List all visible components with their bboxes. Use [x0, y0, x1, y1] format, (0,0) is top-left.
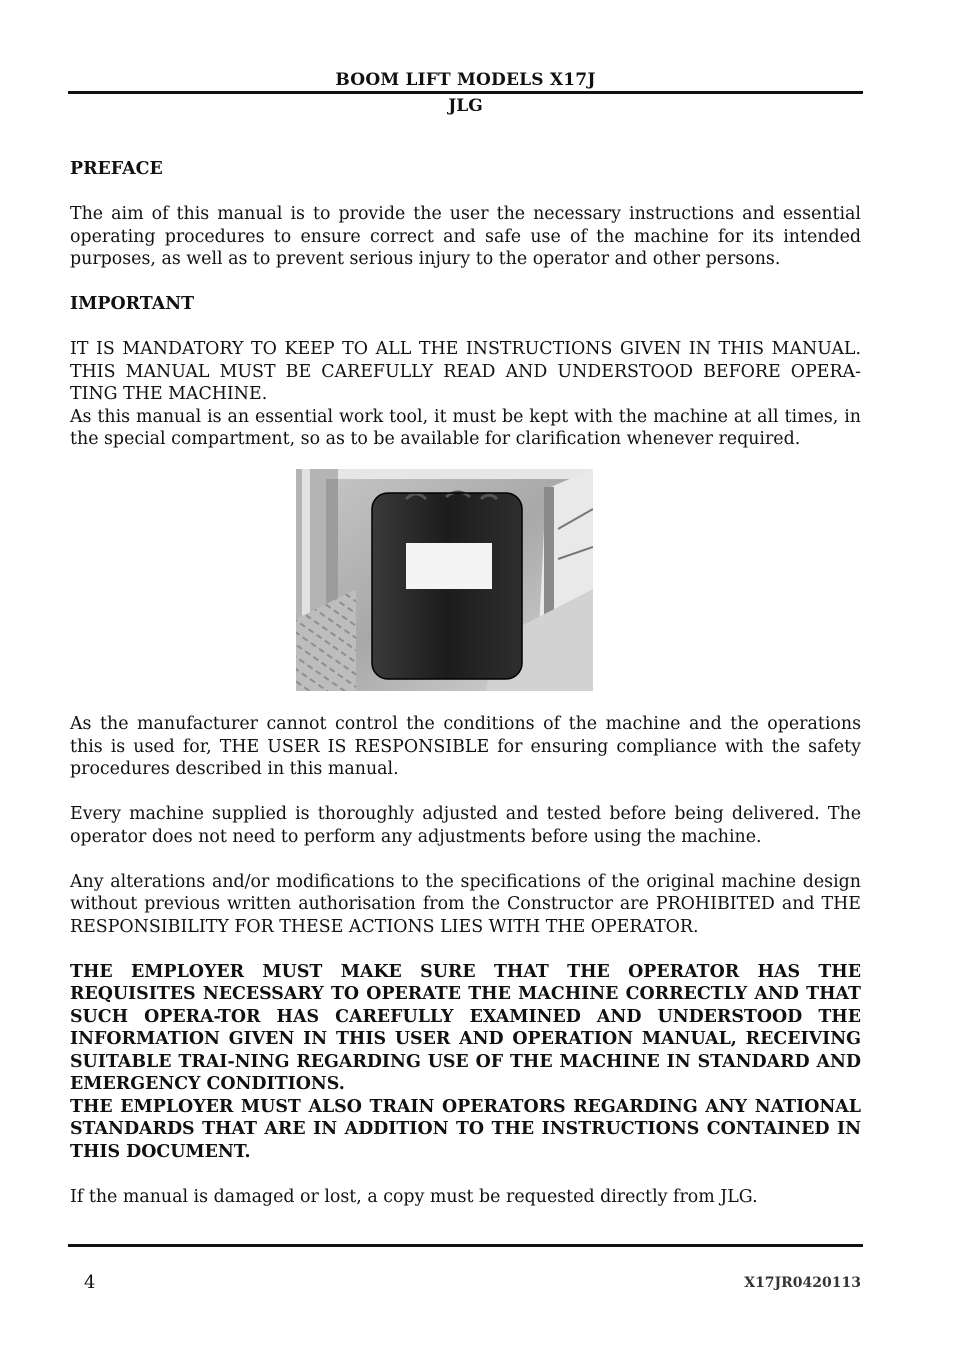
responsibility-text: As the manufacturer cannot control the conditions of the machine and the operations this is used for, THE USER IS RESPONSIBLE for ensuring compliance with the safety procedures described in this manual.: [70, 714, 861, 779]
manual-lost-text: If the manual is damaged or lost, a copy must be requested directly from JLG.: [70, 1186, 758, 1207]
header-brand: JLG: [448, 96, 483, 116]
employer-requisites-text: THE EMPLOYER MUST MAKE SURE THAT THE OPERATOR HAS THE REQUISITES NECESSARY TO OPERATE THE MACHINE CORRECTLY AND THAT SUCH OPERA-TOR HAS CAREFULLY EXAMINED AND UNDERSTOOD THE INFORMATION GIVEN IN THIS USER AND OPERATION MANUAL, RECEIVING SUITABLE TRAI-NING REGARDING USE OF THE MACHINE IN STANDARD AND EMERGENCY CONDITIONS.: [70, 961, 861, 1094]
important-heading: IMPORTANT: [70, 294, 195, 314]
footer-rule: [68, 1244, 863, 1247]
alterations-text: Any alterations and/or modifications to the specifications of the original machine design without previous written authorisation from the Constructor are PROHIBITED and THE RESPONSIBILITY FOR THESE ACTIONS LIES WITH THE OPERATOR.: [70, 871, 861, 937]
important-mandatory-text: IT IS MANDATORY TO KEEP TO ALL THE INSTRUCTIONS GIVEN IN THIS MANUAL. THIS MANUAL MUST BE CAREFULLY READ AND UNDERSTOOD BEFORE OPERA-TING THE MACHINE.: [70, 339, 861, 404]
document-code: X17JR0420113: [744, 1275, 861, 1291]
preface-heading: PREFACE: [70, 159, 163, 179]
page-body: [70, 158, 861, 1208]
page-number: 4: [84, 1272, 96, 1293]
employer-training-text: THE EMPLOYER MUST ALSO TRAIN OPERATORS REGARDING ANY NATIONAL STANDARDS THAT ARE IN ADDITION TO THE INSTRUCTIONS CONTAINED IN THIS DOCUMENT.: [70, 1096, 861, 1162]
header-rule: [68, 91, 863, 94]
preface-text: The aim of this manual is to provide the user the necessary instructions and essential operating procedures to ensure correct and safe use of the machine for its intended purposes, as well as to prevent serious injury to the operator and other persons.: [70, 204, 861, 269]
header-title: BOOM LIFT MODELS X17J: [335, 70, 596, 90]
manual-compartment-photo: [296, 469, 593, 691]
adjusted-text: Every machine supplied is thoroughly adjusted and tested before being delivered. The operator does not need to perform any adjustments before using the machine.: [70, 804, 861, 847]
important-keep-text: As this manual is an essential work tool, it must be kept with the machine at all times, in the special compartment, so as to be available for clarification whenever required.: [70, 406, 861, 449]
